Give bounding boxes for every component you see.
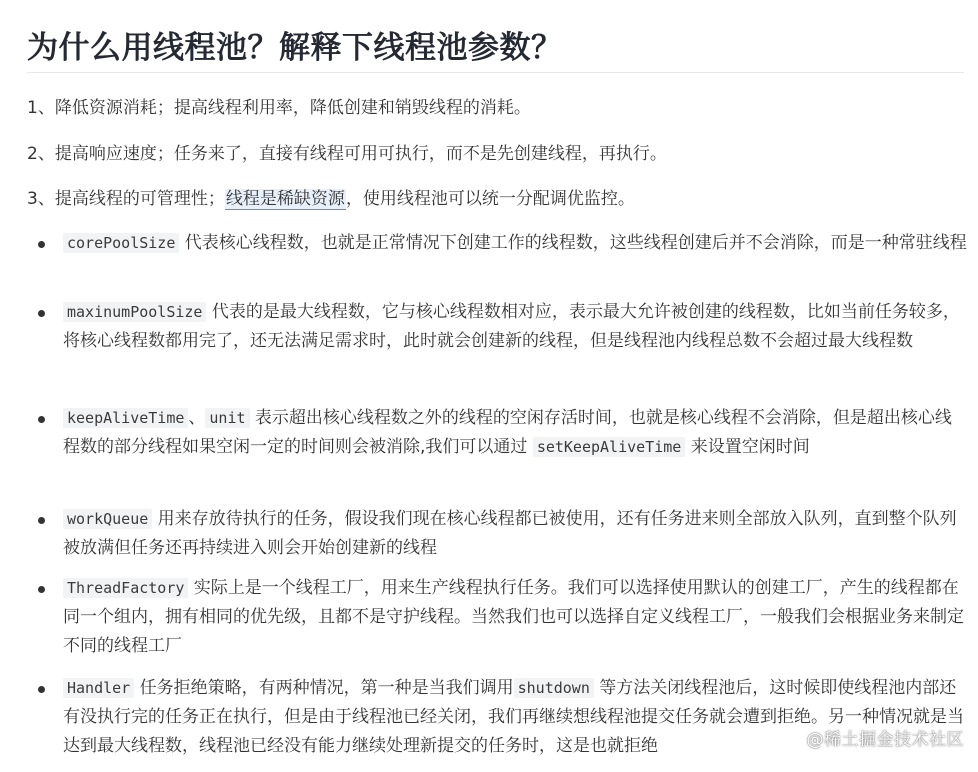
code-shutdown: shutdown	[514, 678, 594, 698]
highlighted-phrase[interactable]: 线程是稀缺资源	[225, 189, 345, 209]
code-set-keep-alive-time: setKeepAliveTime	[533, 437, 686, 457]
list-item-thread-factory	[38, 574, 968, 661]
code-unit: unit	[205, 408, 249, 428]
code-handler: Handler	[63, 678, 134, 698]
param-desc: 任务拒绝策略，有两种情况，第一种是当我们调用	[134, 678, 514, 698]
param-desc: 代表核心线程数，也就是正常情况下创建工作的线程数，这些线程创建后并不会消除，而是一种常驻线程	[179, 233, 967, 253]
bullet-dot	[38, 416, 45, 423]
bullet-dot	[38, 241, 45, 248]
code-thread-factory: ThreadFactory	[63, 578, 188, 598]
point-3-lead: 3、提高线程的可管理性；	[27, 189, 225, 209]
param-desc: 用来存放待执行的任务，假设我们现在核心线程都已被使用，还有任务进来则全部放入队列，直到整个队列被放满但任务还再持续进入则会开始创建新的线程	[63, 509, 957, 558]
code-keep-alive-time: keepAliveTime	[63, 408, 188, 428]
param-desc: 实际上是一个线程工厂，用来生产线程执行任务。我们可以选择使用默认的创建工厂，产生的线程都在同一个组内，拥有相同的优先级，且都不是守护线程。当然我们也可以选择自定义线程工厂，一般我们会根据业务来制定不同的线程工厂	[63, 578, 964, 656]
list-item-core-pool-size	[38, 229, 968, 258]
list-item-work-queue	[38, 505, 968, 563]
bullet-dot	[38, 517, 45, 524]
watermark: @稀土掘金技术社区	[806, 730, 964, 750]
separator: 、	[188, 408, 206, 428]
param-desc: 表示超出核心线程数之外的线程的空闲存活时间，也就是核心线程不会消除，但是超出核心线程数的部分线程如果空闲一定的时间则会被消除,我们可以通过	[63, 408, 952, 457]
point-2: 2、提高响应速度；任务来了，直接有线程可用可执行，而不是先创建线程，再执行。	[27, 144, 667, 164]
param-desc-end: 来设置空闲时间	[685, 437, 810, 457]
list-item-max-pool-size	[38, 298, 968, 356]
bullet-dot	[38, 586, 45, 593]
list-item-keep-alive-time	[38, 404, 968, 462]
point-3	[27, 185, 958, 213]
code-max-pool-size: maxinumPoolSize	[63, 302, 206, 322]
code-core-pool-size: corePoolSize	[63, 233, 179, 253]
bullet-dot	[38, 686, 45, 693]
point-3-tail: ，使用线程池可以统一分配调优监控。	[345, 189, 635, 209]
param-desc-end: 等方法关闭线程池后，这时候即使线程池内部还有没执行完的任务正在执行，但是由于线程池已经关闭，我们再继续想线程池提交任务就会遭到拒绝。另一种情况就是当达到最大线程数，线程池已经没有能力继续处理新提交的任务时，这是也就拒绝	[63, 678, 964, 756]
bullet-dot	[38, 310, 45, 317]
title-divider	[27, 72, 964, 73]
code-work-queue: workQueue	[63, 509, 152, 529]
point-1: 1、降低资源消耗；提高线程利用率，降低创建和销毁线程的消耗。	[27, 98, 531, 118]
article-title: 为什么用线程池？解释下线程池参数？	[27, 30, 563, 66]
param-desc: 代表的是最大线程数，它与核心线程数相对应，表示最大允许被创建的线程数，比如当前任务较多，将核心线程数都用完了，还无法满足需求时，此时就会创建新的线程，但是线程池内线程总数不会超过最大线程数	[63, 302, 960, 351]
